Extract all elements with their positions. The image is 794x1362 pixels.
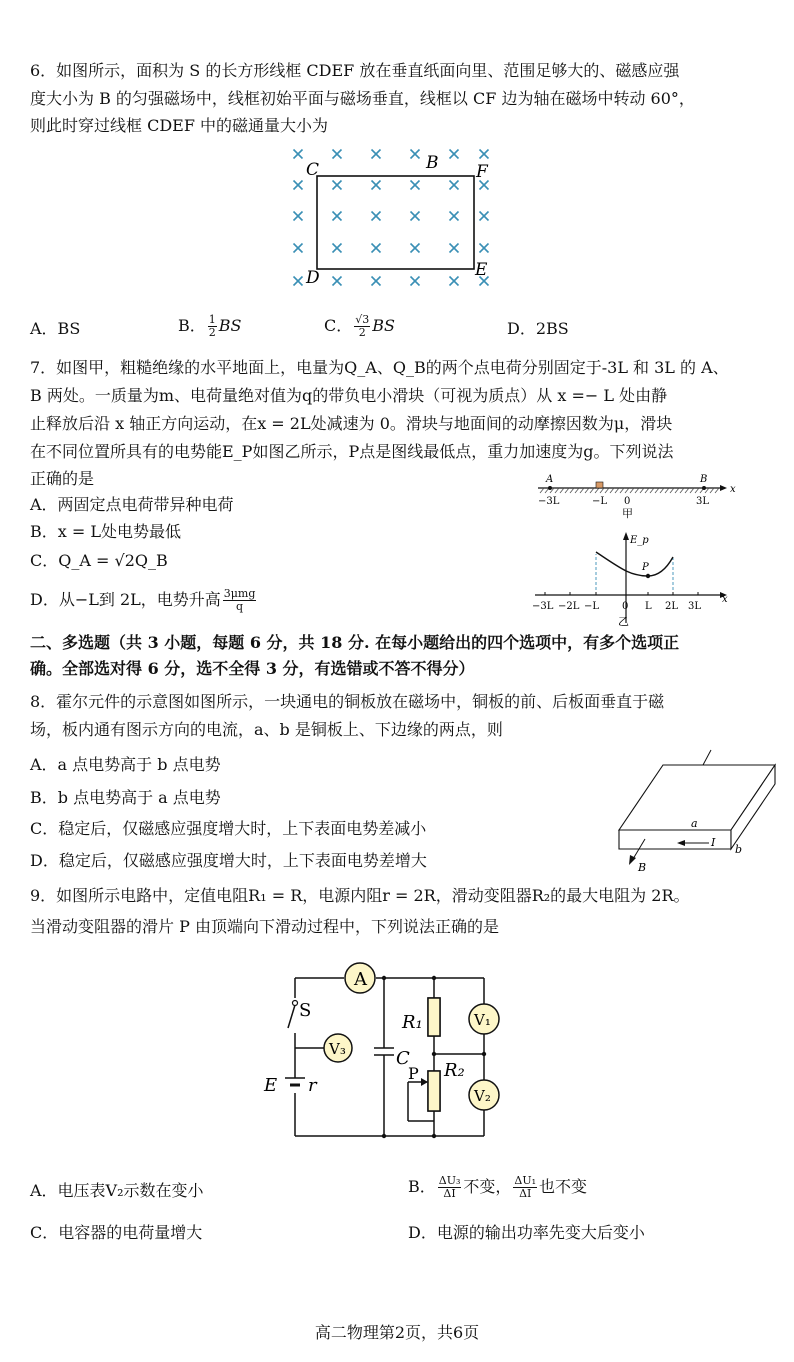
point-b-label: b: [735, 843, 743, 856]
q7-stem-line5: 正确的是: [30, 469, 95, 488]
q6-stem-line2: 度大小为 B 的匀强磁场中，线框初始平面与磁场垂直，线框以 CF 边为轴在磁场中转动 60°，: [30, 89, 695, 108]
tick-label: −3L: [532, 601, 554, 612]
field-cross-marks: [294, 150, 489, 286]
field-label: B: [638, 861, 647, 874]
q7-figure-jia: [530, 470, 740, 525]
q6-option-d: D．2BS: [507, 319, 569, 338]
point-a-label: a: [691, 817, 698, 830]
label-d: D: [306, 268, 320, 288]
resistor-r1: [428, 998, 440, 1036]
q7-option-c: C．Q_A = √2Q_B: [30, 551, 168, 570]
tick-label: 2L: [665, 601, 679, 612]
current-label: I: [711, 836, 716, 849]
v2-label: V₂: [474, 1087, 491, 1105]
tick-label: 0: [622, 601, 629, 612]
figure-caption: 乙: [618, 615, 629, 628]
q7-option-b: B．x = L处电势最低: [30, 522, 181, 541]
capacitor-label: C: [396, 1048, 410, 1069]
q6-stem-line3: 则此时穿过线框 CDEF 中的磁通量大小为: [30, 116, 329, 135]
r2-label: R₂: [444, 1060, 465, 1081]
axis-x-label: x: [722, 594, 728, 605]
frame-cdef: [317, 176, 474, 269]
tick-label: −L: [584, 601, 600, 612]
q8-hall-element-figure: [605, 745, 780, 875]
section2-heading-line1: 二、多选题（共 3 小题，每题 6 分，共 18 分. 在每小题给出的四个选项中，有多个选项正: [30, 633, 680, 652]
label-e: E: [475, 260, 488, 280]
v1-label: V₁: [474, 1011, 491, 1029]
q9-stem-line1: 9．如图所示电路中，定值电阻R₁ = R，电源内阻r = 2R，滑动变阻器R₂的最大电阻为 2R。: [30, 886, 690, 905]
point-a-label: A: [546, 474, 554, 485]
q6-option-b: B． $\frac{1}{2}$ BS: [178, 313, 242, 339]
q9-option-c: C．电容器的电荷量增大: [30, 1223, 203, 1242]
tick-label: 3L: [688, 601, 702, 612]
tick-label: 0: [624, 496, 631, 507]
internal-resistance-label: r: [308, 1075, 317, 1096]
q7-option-d: D．从−L到 2L，电势升高 $\frac{\text{3μmg}}{q}$: [30, 587, 256, 613]
tick-label: L: [645, 601, 652, 612]
slider-block: [596, 482, 603, 488]
label-f: F: [476, 162, 488, 182]
q8-stem-line1: 8．霍尔元件的示意图如图所示，一块通电的铜板放在磁场中，铜板的前、后板面垂直于磁: [30, 692, 665, 711]
slider-p-label: P: [408, 1064, 419, 1083]
switch-label: S: [299, 1000, 312, 1021]
point-b-label: B: [700, 474, 708, 485]
q9-option-b: B． $\frac{\text{ΔU₃}}{\Delta I}$ 不变， $\frac{\text{ΔU₁}}{\Delta I}$ 也不变: [408, 1174, 588, 1200]
q9-option-d: D．电源的输出功率先变大后变小: [408, 1223, 645, 1242]
rheostat-r2: [428, 1071, 440, 1111]
emf-label: E: [264, 1075, 278, 1096]
q7-stem-line4: 在不同位置所具有的电势能E_P如图乙所示，P点是图线最低点，重力加速度为g。下列说法: [30, 442, 674, 461]
tick-label: −L: [592, 496, 608, 507]
section2-heading-line2: 确。全部选对得 6 分，选不全得 3 分，有选错或不答不得分）: [30, 659, 475, 678]
page-footer: 高二物理第2页，共6页: [314, 1323, 480, 1342]
q7-stem-line2: B 两处。一质量为m、电荷量绝对值为q的带负电小滑块（可视为质点）从 x =− L 处由静: [30, 386, 668, 405]
q7-option-a: A．两固定点电荷带异种电荷: [30, 495, 234, 514]
q8-stem-line2: 场，板内通有图示方向的电流，a、b 是铜板上、下边缘的两点，则: [30, 720, 503, 739]
tick-label: 3L: [696, 496, 710, 507]
q6-stem-line1: 6．如图所示，面积为 S 的长方形线框 CDEF 放在垂直纸面向里、范围足够大的、磁感应强: [30, 61, 680, 80]
q8-option-a: A．a 点电势高于 b 点电势: [30, 755, 221, 774]
label-c: C: [306, 160, 320, 180]
tick-label: −3L: [538, 496, 560, 507]
q6-magnetic-field-figure: [280, 142, 510, 292]
q7-figure-yi: [530, 528, 740, 628]
ground-hatching: [540, 488, 719, 493]
label-b: B: [426, 153, 439, 173]
q9-option-a: A．电压表V₂示数在变小: [30, 1181, 204, 1200]
ammeter-label: A: [354, 969, 367, 990]
axis-x-label: x: [730, 484, 736, 495]
q9-stem-line2: 当滑动变阻器的滑片 P 由顶端向下滑动过程中，下列说法正确的是: [30, 917, 499, 936]
q6-option-c: C． $\frac{√3}{2}$ BS: [324, 313, 395, 339]
r1-label: R₁: [402, 1012, 423, 1033]
point-p-label: P: [642, 562, 649, 573]
point-p: [646, 574, 650, 578]
figure-caption: 甲: [622, 507, 633, 520]
q8-option-d: D．稳定后，仅磁感应强度增大时，上下表面电势差增大: [30, 851, 427, 870]
axis-y-label: E_p: [630, 535, 649, 546]
tick-label: −2L: [558, 601, 580, 612]
q6-option-a: A．BS: [30, 319, 81, 338]
q8-option-b: B．b 点电势高于 a 点电势: [30, 788, 221, 807]
q7-stem-line3: 止释放后沿 x 轴正方向运动，在x = 2L处减速为 0。滑块与地面间的动摩擦因数为μ，滑块: [30, 414, 673, 433]
potential-energy-curve: [596, 552, 673, 576]
q9-circuit-figure: [258, 958, 508, 1143]
q8-option-c: C．稳定后，仅磁感应强度增大时，上下表面电势差减小: [30, 819, 427, 838]
v3-label: V₃: [329, 1040, 346, 1058]
q7-stem-line1: 7．如图甲，粗糙绝缘的水平地面上，电量为Q_A、Q_B的两个点电荷分别固定于-3L 和 3L 的 A、: [30, 358, 729, 377]
